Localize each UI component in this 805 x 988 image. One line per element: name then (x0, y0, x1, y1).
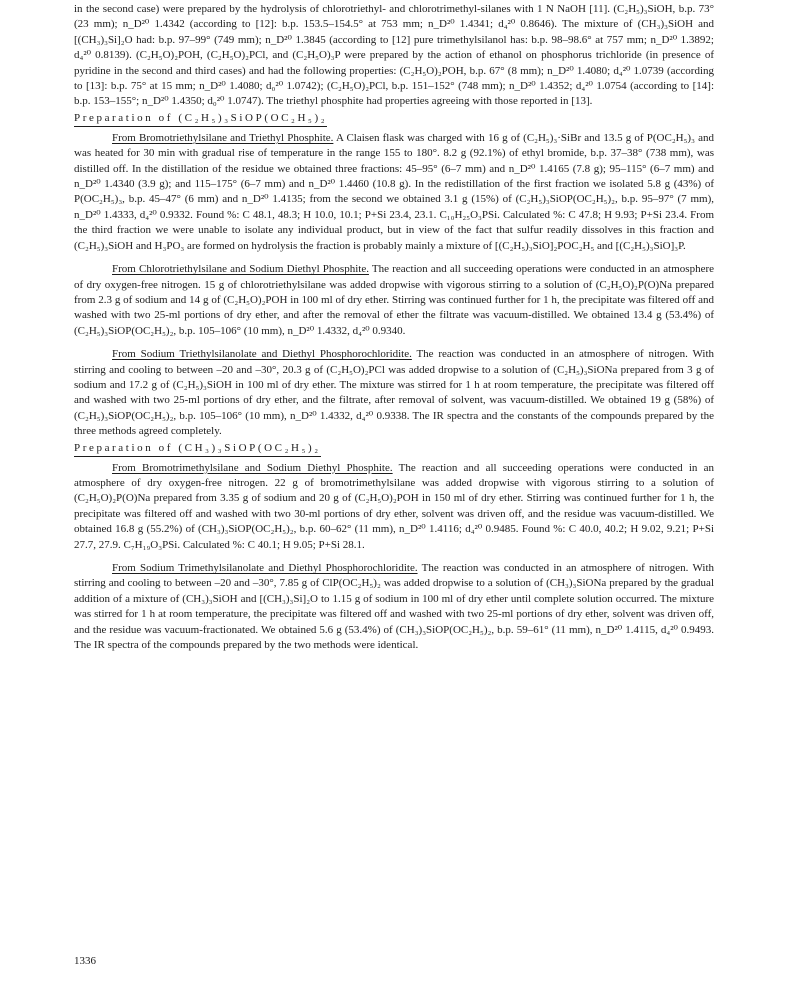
intro-paragraph: in the second case) were prepared by the hydrolysis of chlorotriethyl- and chlorotrimethyl-silanes with 1 N NaOH [11]. (C₂H₅)₃SiOH, b.p. 73° (23 mm); n_D²⁰ 1.4342 (according to [12]: b.p. 153.5–154.5° at 753 mm; n_D²⁰ 1.4341; d₄²⁰ 0.8646). The mixture of (CH₃)₃SiOH and [(CH₃)₃Si]₂O had: b.p. 97–99° (749 mm); n_D²⁰ 1.3845 (according to [12] pure trimethylsilanol has: b.p. 98–98.6° at 757 mm; n_D²⁰ 1.3892; d₄²⁰ 0.8139). (C₂H₅O)₂POH, (C₂H₅O)₂PCl, and (C₂H₅O)₃P were prepared by the action of ethanol on phosphorus trichloride (in presence of pyridine in the second and third cases) and had the following properties: (C₂H₅O)₂POH, b.p. 67° (8 mm); n_D²⁰ 1.4080; d₄²⁰ 1.0739 (according to [13]: b.p. 75° at 15 mm; n_D²⁰ 1.4080; d₀²⁰ 1.0742); (C₂H₅O)₂PCl, b.p. 151–152° (748 mm); n_D²⁰ 1.4352; d₄²⁰ 1.0754 (according to [14]: b.p. 153–155°; n_D²⁰ 1.4350; d₀²⁰ 1.0747). The triethyl phosphite had properties agreeing with those reported in [13]. (74, 3, 714, 108)
page-body (74, 2, 714, 653)
paragraph-chlorotriethylsilane (74, 262, 714, 339)
paragraph-title: From Chlorotriethylsilane and Sodium Diethyl Phosphite. (112, 263, 369, 276)
paragraph-body: The reaction and all succeeding operations were conducted in an atmosphere of dry oxygen-free nitrogen. 22 g of bromotrimethylsilane was added dropwise with vigorous stirring to a solution of (C₂H₅O)₂P(O)Na prepared from 3.35 g of sodium and 20 g of (C₂H₅O)₂POH in 150 ml of dry ether. Stirring was continued further for 1 h, the precipitate was filtered off and washed with two 30-ml portions of dry ether, solvent was driven off, and the residue was vacuum-distilled. We obtained 16.8 g (55.2%) of (CH₃)₃SiOP(OC₂H₅)₂, b.p. 60–62° (11 mm), n_D²⁰ 1.4116; d₄²⁰ 0.9485. Found %: C 40.0, 40.2; H 9.02, 9.21; P+Si 27.7, 27.9. C₇H₁₉O₃PSi. Calculated %: C 40.1; H 9.05; P+Si 28.1. (74, 461, 714, 551)
paragraph-sodium-trimethylsilanolate (74, 561, 714, 653)
paragraph-body: A Claisen flask was charged with 16 g of (C₂H₅)₃·SiBr and 13.5 g of P(OC₂H₅)₃ and was heated for 30 min with gradual rise of temperature in the range 155 to 180°. 8.2 g (92.1%) of ethyl bromide, b.p. 37–38° (738 mm), was distilled off. In the distillation of the residue we obtained three fractions: 45–95° (6–7 mm) and n_D²⁰ 1.4165 (7.8 g); 95–115° (6–7 mm) and n_D²⁰ 1.4340 (3.9 g); and 115–175° (6–7 mm) and n_D²⁰ 1.4460 (10.8 g). In the redistillation of the first fraction we isolated 5.8 g (43%) of P(OC₂H₅)₃, b.p. 45–47° (6 mm) and n_D²⁰ 1.4135; from the second we obtained 3.1 g (15%) of (C₂H₅)₃SiOP(OC₂H₅)₂, b.p. 95–97° (7 mm), n_D²⁰ 1.4333, d₄²⁰ 0.9332. Found %: C 48.1, 48.3; H 10.0, 10.1; P+Si 23.4, 23.1. C₁₀H₂₅O₃PSi. Calculated %: C 47.8; H 9.93; P+Si 23.4. From the third fraction we were unable to isolate any individual product, but in view of the fact that sulfur readily dissolves in this fraction and (C₂H₅)₃SiOH and H₃PO₃ are formed on hydrolysis the fraction is probably mainly a mixture of [(C₂H₅)₃SiO]₂POC₂H₅ and [(C₂H₅)₃SiO]₃P. (74, 131, 714, 252)
paragraph-title: From Bromotrimethylsilane and Sodium Diethyl Phosphite. (112, 461, 393, 474)
paragraph-bromotriethylsilane (74, 131, 714, 254)
page-number: 1336 (74, 955, 96, 967)
paragraph-body: The reaction and all succeeding operations were conducted in an atmosphere of dry oxygen-free nitrogen. 15 g of chlorotriethylsilane was added dropwise with vigorous stirring to a solution of (C₂H₅O)₂P(O)Na prepared from 2.3 g of sodium and 14 g of (C₂H₅O)₂POH in 100 ml of dry ether. Stirring was continued further for 1 h, the precipitate was filtered off and washed with two 25-ml portions of dry ether, and after the removal of ether the filtrate was vacuum-distilled. We obtained 13.4 g (53.4%) of (C₂H₅)₃SiOP(OC₂H₅)₂, b.p. 105–106° (10 mm), n_D²⁰ 1.4332, d₄²⁰ 0.9340. (74, 263, 714, 337)
paragraph-body: The reaction was conducted in an atmosphere of nitrogen. With stirring and cooling to between –20 and –30°, 20.3 g of (C₂H₅O)₂PCl was added dropwise to a solution of (C₂H₅)₃SiONa prepared from 3 g of sodium and 17.2 g of (C₂H₅)₃SiOH in 100 ml of dry ether. The mixture was stirred for 1 h at room temperature, the precipitate was filtered off and washed with two 25-ml portions of dry ether, and the filtrate, after removal of solvent, was vacuum-distilled. We obtained 19 g (58%) of (C₂H₅)₃SiOP(OC₂H₅)₂, b.p. 105–106° (10 mm), n_D²⁰ 1.4332, d₄²⁰ 0.9338. The IR spectra and the constants of the compounds prepared by the three methods agreed completely. (74, 348, 714, 438)
paragraph-body: The reaction was conducted in an atmosphere of nitrogen. With stirring and cooling to between –20 and –30°, 7.85 g of ClP(OC₂H₅)₂ was added dropwise to a solution of (CH₃)₃SiONa prepared by the gradual addition of a mixture of (CH₃)₃SiOH and [(CH₃)₃Si]₂O to 1.15 g of sodium in 100 ml of dry ether until complete solution occurred. The mixture was stirred for 1 h at room temperature, the precipitate was filtered off and washed with two 25-ml portions of dry ether, solvent was driven off, and the residue was vacuum-fractionated. We obtained 5.6 g (53.4%) of (CH₃)₃SiOP(OC₂H₅)₂, b.p. 59–61° (11 mm), n_D²⁰ 1.4115, d₄²⁰ 0.9493. The IR spectra of the compounds prepared by the two methods were identical. (74, 562, 715, 652)
paragraph-title: From Bromotriethylsilane and Triethyl Phosphite. (112, 131, 334, 144)
paragraph-sodium-triethylsilanolate (74, 347, 714, 439)
paragraph-title: From Sodium Trimethylsilanolate and Diethyl Phosphorochloridite. (112, 562, 418, 574)
paragraph-bromotrimethylsilane (74, 461, 714, 553)
section-heading-trimethyl: Preparation of (CH₃)₃SiOP(OC₂H₅)₂ (74, 441, 321, 457)
section-heading-triethyl: Preparation of (C₂H₅)₃SiOP(OC₂H₅)₂ (74, 111, 327, 127)
paragraph-title: From Sodium Triethylsilanolate and Diethyl Phosphorochloridite. (112, 348, 412, 361)
